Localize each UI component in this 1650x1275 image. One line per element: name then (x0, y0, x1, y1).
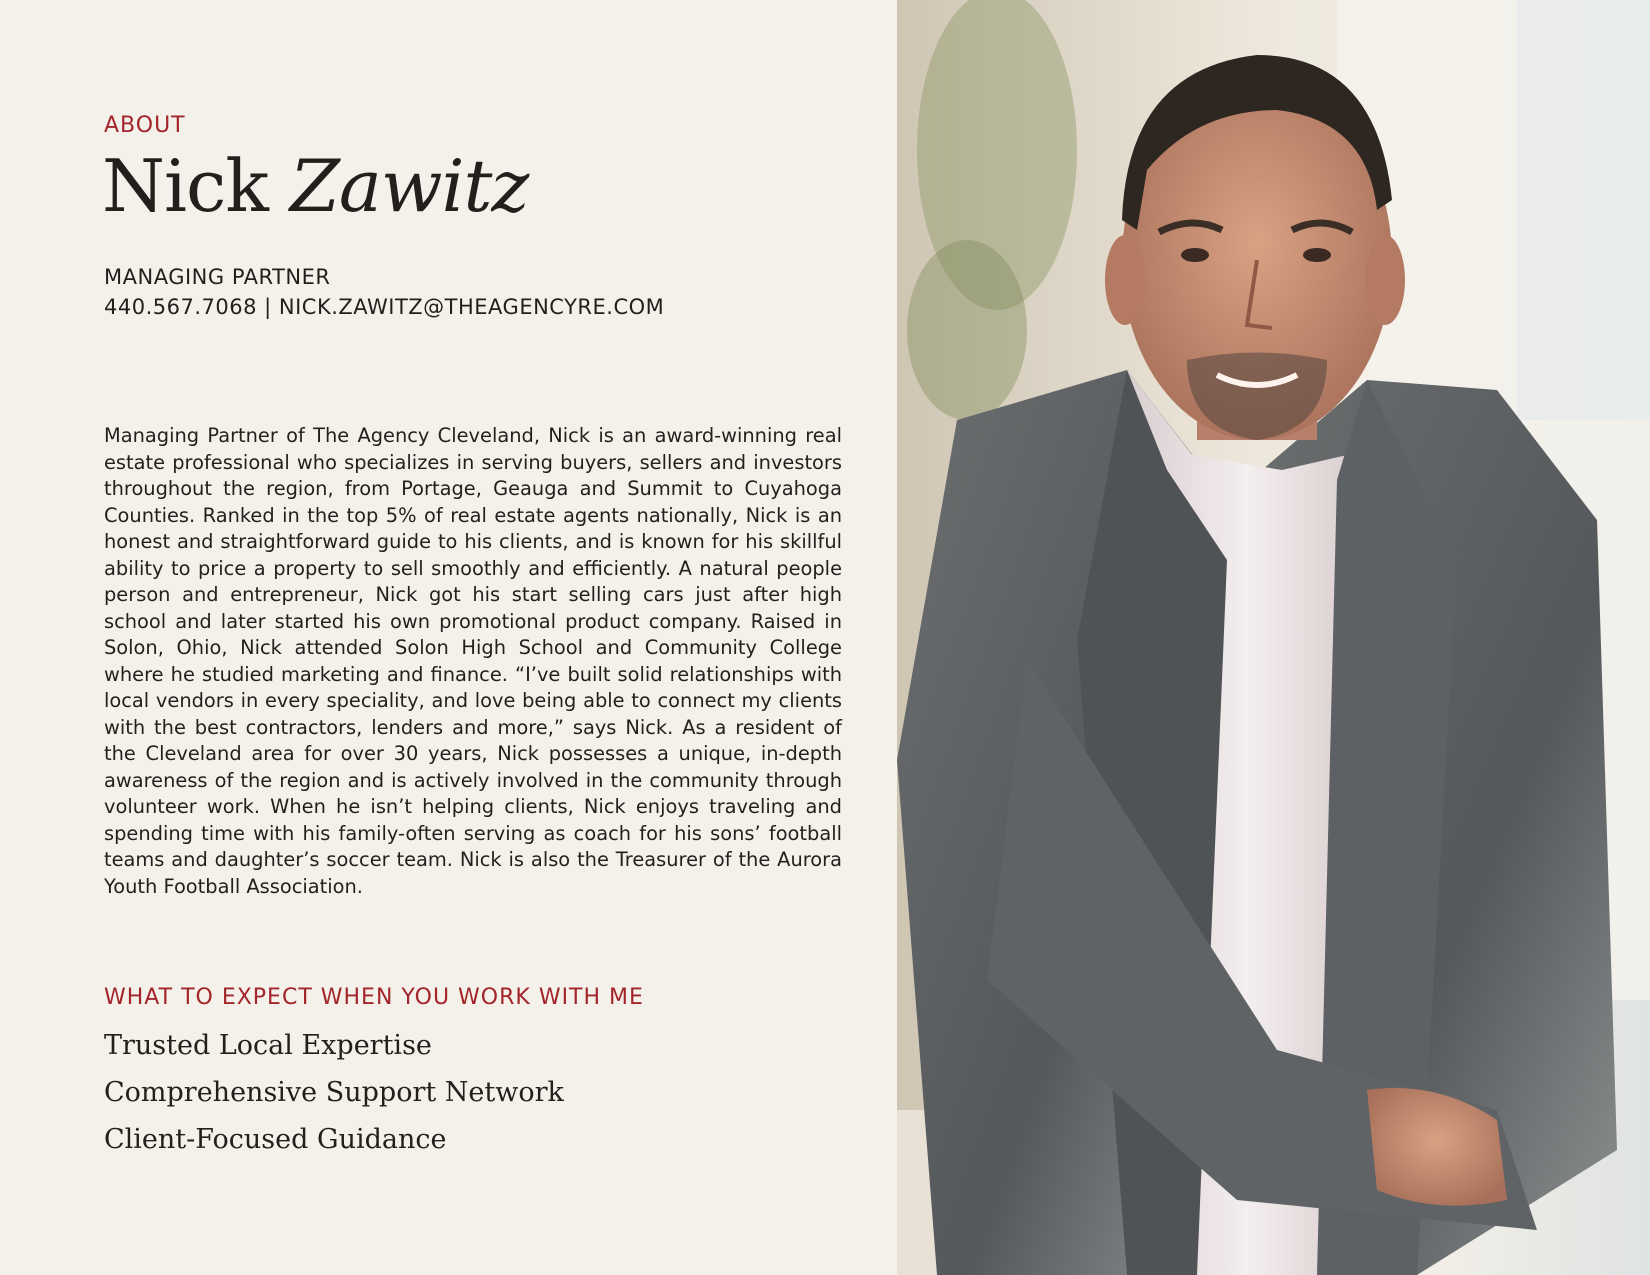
contact-block (104, 262, 664, 322)
agent-first-name: Nick (102, 144, 268, 228)
agent-contact: 440.567.7068 | NICK.ZAWITZ@THEAGENCYRE.COM (104, 295, 665, 319)
agent-name (102, 144, 529, 228)
agent-bio: Managing Partner of The Agency Cleveland, Nick is an award-winning real estate professional who specializes in serving buyers, sellers and investors throughout the region, from Portage, Geauga and Summit to Cuyahoga Counties. Ranked in the top 5% of real estate agents nationally, Nick is an honest and straightforward guide to his clients, and is known for his skillful ability to price a property to sell smoothly and efficiently. A natural people person and entrepreneur, Nick got his start selling cars just after high school and later started his own promotional product company. Raised in Solon, Ohio, Nick attended Solon High School and Community College where he studied marketing and finance. “I’ve built solid relationships with local vendors in every speciality, and love being able to connect my clients with the best contractors, lenders and more,” says Nick. As a resident of the Cleveland area for over 30 years, Nick possesses a unique, in-depth awareness of the region and is actively involved in the community through volunteer work. When he isn’t helping clients, Nick enjoys traveling and spending time with his family-often serving as coach for his sons’ football teams and daughter’s soccer team. Nick is also the Treasurer of the Aurora Youth Football Association. (104, 424, 842, 898)
expect-item: Client-Focused Guidance (104, 1124, 447, 1155)
agent-portrait-photo (897, 0, 1650, 1275)
portrait-illustration (897, 0, 1650, 1275)
expect-item: Comprehensive Support Network (104, 1077, 564, 1108)
expect-item: Trusted Local Expertise (104, 1030, 432, 1061)
expect-heading: WHAT TO EXPECT WHEN YOU WORK WITH ME (104, 985, 644, 1010)
agent-title: MANAGING PARTNER (104, 265, 331, 289)
agent-last-name: Zawitz (289, 144, 529, 228)
expect-list (104, 1022, 564, 1163)
about-label: ABOUT (104, 113, 186, 138)
